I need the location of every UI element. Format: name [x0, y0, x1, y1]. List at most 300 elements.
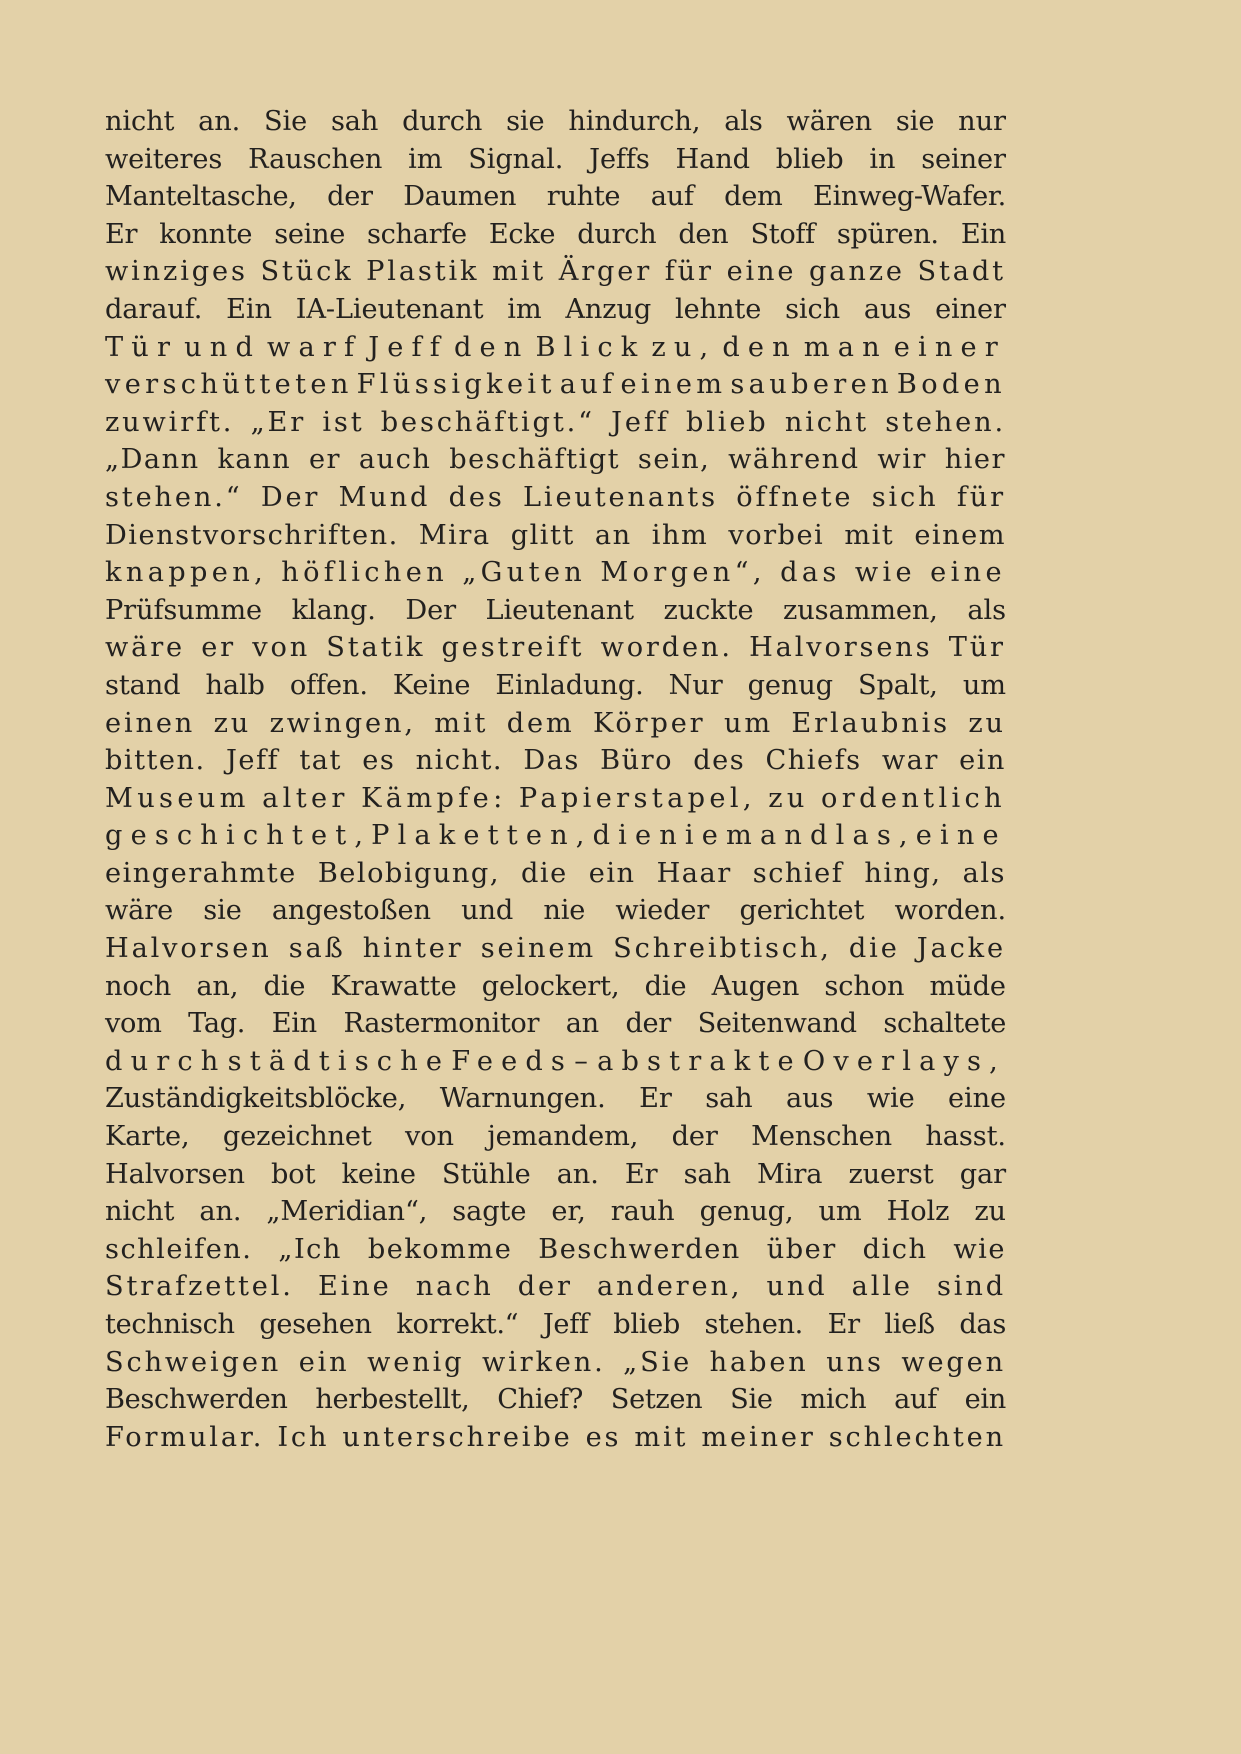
- text-word: die: [263, 970, 306, 1002]
- text-word: Seitenwand: [697, 1008, 857, 1040]
- text-word: Stühle: [441, 1158, 531, 1190]
- text-word: an.: [199, 1196, 242, 1228]
- text-word: bekomme: [367, 1233, 513, 1265]
- text-word: knappen,: [105, 557, 268, 589]
- text-word: Anzug: [565, 293, 652, 325]
- text-word: hinter: [362, 933, 464, 965]
- text-word: Er: [827, 1309, 860, 1340]
- text-word: Tür: [105, 331, 179, 363]
- text-word: des: [448, 481, 505, 513]
- text-word: Jeffs: [589, 143, 650, 175]
- text-word: im: [408, 143, 443, 175]
- text-word: und: [766, 1271, 828, 1303]
- text-word: ruhte: [546, 181, 621, 213]
- text-word: Ärger: [558, 256, 653, 288]
- text-word: ganze: [809, 256, 905, 288]
- text-line: [105, 629, 1006, 667]
- text-word: es: [585, 1421, 622, 1453]
- text-line: [105, 441, 1006, 479]
- text-word: wirken.: [481, 1346, 606, 1378]
- text-word: blieb: [685, 406, 769, 438]
- text-word: „Meridian“,: [266, 1196, 428, 1228]
- text-word: Der: [405, 594, 456, 626]
- text-line: [105, 253, 1006, 291]
- text-word: über: [766, 1233, 837, 1265]
- text-word: Ecke: [488, 218, 556, 250]
- text-word: um: [962, 669, 1006, 701]
- text-word: Flüssigkeit: [356, 369, 556, 401]
- text-word: um: [723, 707, 773, 739]
- text-word: von: [405, 1121, 454, 1153]
- text-word: bitten.: [105, 745, 206, 777]
- text-word: und: [184, 331, 262, 363]
- text-word: ist: [322, 406, 365, 438]
- text-line: [105, 1268, 1006, 1306]
- text-word: dich: [862, 1233, 928, 1265]
- text-word: war: [881, 745, 939, 777]
- text-word: schlechten: [828, 1421, 1006, 1453]
- text-word: verschütteten: [105, 369, 353, 401]
- text-word: Krawatte: [330, 970, 457, 1002]
- text-word: Stück: [260, 256, 354, 288]
- text-word: wegen: [901, 1346, 1006, 1378]
- text-word: wieder: [615, 895, 710, 927]
- text-word: Lieutenants: [523, 481, 718, 513]
- text-word: Sie: [264, 106, 308, 137]
- text-word: an: [565, 1008, 599, 1040]
- text-word: meiner: [701, 1421, 816, 1453]
- text-word: als: [967, 594, 1006, 626]
- text-word: blieb: [775, 143, 844, 175]
- text-word: Overlays,: [802, 1045, 1006, 1077]
- text-word: wäre: [105, 895, 174, 927]
- text-word: einem: [914, 519, 1006, 551]
- text-word: nicht: [105, 106, 175, 137]
- text-word: sie: [506, 106, 545, 137]
- text-word: den: [678, 218, 729, 250]
- text-word: nicht: [105, 1196, 175, 1228]
- text-word: eine: [726, 256, 797, 288]
- text-word: Mira: [418, 519, 491, 551]
- text-word: herbestellt,: [315, 1384, 470, 1416]
- text-word: korrekt.“: [396, 1309, 519, 1340]
- text-word: den: [453, 331, 530, 363]
- text-word: das: [959, 1309, 1006, 1340]
- text-word: Das: [523, 745, 580, 777]
- text-word: mit: [844, 519, 895, 551]
- text-word: Nur: [668, 669, 723, 701]
- text-word: wie: [953, 1233, 1006, 1265]
- text-line: [105, 141, 1006, 179]
- text-word: Zuständigkeitsblöcke,: [105, 1083, 407, 1115]
- text-word: Morgen“,: [600, 557, 766, 589]
- text-word: Er: [624, 1158, 658, 1190]
- text-line: [105, 554, 1006, 592]
- text-word: keine: [341, 1158, 416, 1190]
- text-line: [105, 855, 1006, 893]
- text-word: IA-Lieutenant: [295, 293, 484, 325]
- text-word: gar: [959, 1158, 1006, 1190]
- text-word: öffnete: [736, 481, 854, 513]
- text-word: an: [594, 519, 632, 551]
- text-word: Boden: [896, 369, 1006, 401]
- text-word: Ich: [277, 1421, 330, 1453]
- text-word: einem: [620, 369, 727, 401]
- text-word: nach: [415, 1271, 494, 1303]
- text-word: zu,: [651, 331, 717, 363]
- text-line: [105, 892, 1006, 930]
- text-word: Stoff: [750, 218, 815, 250]
- text-word: Er: [105, 218, 138, 250]
- text-word: Tag.: [188, 1008, 246, 1040]
- text-word: angestoßen: [271, 895, 431, 927]
- text-word: kann: [217, 444, 292, 476]
- text-word: Rastermonitor: [343, 1008, 540, 1040]
- text-word: Mund: [338, 481, 431, 513]
- text-word: stehen.: [704, 1309, 803, 1340]
- text-word: im: [507, 293, 542, 325]
- text-word: Ein: [271, 1008, 317, 1040]
- text-word: worden.: [894, 895, 1006, 927]
- text-word: sie: [895, 106, 935, 137]
- text-word: hier: [944, 444, 1006, 476]
- text-line: [105, 216, 1006, 254]
- text-word: sind: [936, 1271, 1006, 1303]
- text-word: und: [461, 895, 514, 927]
- text-line: [105, 667, 1006, 705]
- text-word: an,: [196, 970, 239, 1002]
- text-line: [105, 1080, 1006, 1118]
- body-text-column: [105, 103, 1006, 1456]
- text-word: auf: [650, 181, 694, 213]
- text-word: hindurch,: [568, 106, 701, 137]
- text-word: Blick: [535, 331, 646, 363]
- text-word: Papierstapel,: [518, 782, 756, 814]
- text-word: Strafzettel.: [105, 1271, 294, 1303]
- text-word: sah: [330, 106, 379, 137]
- text-word: einer: [893, 331, 1006, 363]
- text-word: ein: [964, 1384, 1006, 1416]
- text-word: hing,: [864, 857, 942, 889]
- text-word: Spalt,: [857, 669, 938, 701]
- text-word: Belobigung,: [317, 857, 500, 889]
- text-word: Er: [639, 1083, 672, 1115]
- text-word: für: [956, 481, 1006, 513]
- text-line: [105, 1005, 1006, 1043]
- text-word: Sie: [730, 1384, 773, 1416]
- text-word: mit: [634, 1421, 689, 1453]
- text-word: einen: [105, 707, 196, 739]
- text-line: [105, 1344, 1006, 1382]
- text-line: [105, 517, 1006, 555]
- text-word: vorbei: [728, 519, 825, 551]
- text-word: müde: [929, 970, 1006, 1002]
- text-word: gelockert,: [481, 970, 620, 1002]
- text-word: sich: [785, 293, 841, 325]
- text-line: [105, 291, 1006, 329]
- text-word: –: [574, 1045, 596, 1077]
- text-word: Karte,: [105, 1121, 190, 1153]
- text-word: ein: [959, 745, 1006, 777]
- text-word: eine: [948, 1083, 1006, 1115]
- text-word: Lieutenant: [485, 594, 634, 626]
- text-word: einer: [935, 293, 1006, 325]
- text-word: Keine: [392, 669, 471, 701]
- text-word: lehnte: [675, 293, 762, 325]
- text-word: sah: [705, 1083, 753, 1115]
- text-word: seine: [274, 218, 345, 250]
- text-word: worden.: [600, 632, 733, 664]
- text-word: für: [664, 256, 714, 288]
- text-word: seiner: [921, 143, 1006, 175]
- text-word: tat: [299, 745, 342, 777]
- text-line: [105, 329, 1006, 367]
- text-word: Dienstvorschriften.: [105, 519, 399, 551]
- text-word: Tür: [948, 632, 1006, 664]
- text-word: winziges: [105, 256, 248, 288]
- text-word: er: [201, 632, 237, 664]
- text-line: [105, 705, 1006, 743]
- text-word: Ein: [226, 293, 272, 325]
- text-word: höflichen: [281, 557, 449, 589]
- text-word: eine: [915, 820, 1007, 852]
- text-word: wie: [866, 1083, 915, 1115]
- text-word: wenig: [367, 1346, 465, 1378]
- text-word: Schweigen: [105, 1346, 282, 1378]
- text-word: Kämpfe:: [361, 782, 507, 814]
- text-word: zuwirft.: [105, 406, 235, 438]
- text-line: [105, 404, 1006, 442]
- text-line: [105, 1156, 1006, 1194]
- text-word: gerichtet: [739, 895, 865, 927]
- text-line: [105, 479, 1006, 517]
- text-word: „Guten: [462, 557, 587, 589]
- text-word: aus: [786, 1083, 834, 1115]
- text-word: Ein: [960, 218, 1006, 250]
- text-word: zwingen,: [269, 707, 416, 739]
- text-word: Chief?: [497, 1384, 583, 1416]
- text-word: unterschreibe: [342, 1421, 573, 1453]
- text-word: dem: [506, 707, 575, 739]
- text-word: durch: [402, 106, 483, 137]
- text-word: niemand: [659, 820, 836, 852]
- text-word: „Ich: [278, 1233, 342, 1265]
- text-word: zusammen,: [783, 594, 938, 626]
- text-word: zu: [968, 707, 1006, 739]
- text-word: Manteltasche,: [105, 181, 297, 213]
- text-word: Menschen: [751, 1121, 893, 1153]
- text-word: Augen: [711, 970, 800, 1002]
- text-word: den: [722, 331, 798, 363]
- text-word: Feeds: [451, 1045, 574, 1077]
- text-word: als: [724, 106, 763, 137]
- text-word: Setzen: [610, 1384, 703, 1416]
- text-word: Statik: [326, 632, 426, 664]
- text-word: uns: [826, 1346, 884, 1378]
- text-word: Daumen: [403, 181, 517, 213]
- text-line: [105, 1381, 1006, 1419]
- text-word: glitt: [510, 519, 575, 551]
- text-word: an.: [556, 1158, 599, 1190]
- text-word: ordentlich: [821, 782, 1006, 814]
- text-word: alle: [851, 1271, 913, 1303]
- text-word: Plastik: [366, 256, 480, 288]
- text-word: schief: [752, 857, 844, 889]
- text-word: dem: [724, 181, 783, 213]
- text-word: Büro: [600, 745, 673, 777]
- text-word: sauberen: [730, 369, 893, 401]
- text-word: nicht: [784, 406, 869, 438]
- text-word: Schreibtisch,: [613, 933, 832, 965]
- text-line: [105, 1193, 1006, 1231]
- text-word: mich: [800, 1384, 867, 1416]
- text-line: [105, 178, 1006, 216]
- text-word: geschichtet,: [105, 820, 372, 852]
- text-word: ein: [298, 1346, 350, 1378]
- text-line: [105, 366, 1006, 404]
- text-word: stehen.: [885, 406, 1006, 438]
- text-word: „Er: [250, 406, 307, 438]
- text-word: als: [962, 857, 1006, 889]
- text-word: man: [803, 331, 888, 363]
- text-word: wie: [854, 557, 916, 589]
- text-word: schon: [824, 970, 905, 1002]
- text-word: Formular.: [105, 1421, 265, 1453]
- text-word: Halvorsen: [105, 1158, 245, 1190]
- text-word: Jeff: [225, 745, 280, 777]
- text-word: Körper: [592, 707, 706, 739]
- text-word: alter: [262, 782, 349, 814]
- text-word: vom: [105, 1008, 162, 1040]
- text-word: eingerahmte: [105, 857, 297, 889]
- text-word: beschäftigt: [449, 444, 621, 476]
- text-word: Museum: [105, 782, 250, 814]
- text-word: um: [818, 1196, 862, 1228]
- text-word: nie: [543, 895, 586, 927]
- text-word: Erlaubnis: [791, 707, 950, 739]
- text-word: wir: [877, 444, 927, 476]
- text-word: in: [869, 143, 896, 175]
- text-word: Einladung.: [495, 669, 644, 701]
- text-word: durch: [105, 1045, 227, 1077]
- text-word: schleifen.: [105, 1233, 253, 1265]
- text-word: scharfe: [367, 218, 467, 250]
- text-word: hasst.: [925, 1121, 1006, 1153]
- text-word: mit: [492, 256, 547, 288]
- text-word: konnte: [159, 218, 253, 250]
- text-word: Halvorsen: [105, 933, 272, 965]
- text-word: von: [252, 632, 311, 664]
- text-word: Hand: [675, 143, 750, 175]
- text-word: der: [625, 1008, 671, 1040]
- text-word: gestreift: [441, 632, 585, 664]
- text-word: des: [693, 745, 746, 777]
- text-word: blieb: [613, 1309, 680, 1340]
- text-word: wäre: [105, 632, 185, 664]
- text-word: auf: [559, 369, 617, 401]
- text-word: „Dann: [105, 444, 200, 476]
- text-word: der: [327, 181, 373, 213]
- text-line: [105, 1231, 1006, 1269]
- text-word: durch: [577, 218, 657, 250]
- text-word: seinem: [480, 933, 596, 965]
- text-word: Beschwerden: [105, 1384, 288, 1416]
- text-word: Beschwerden: [538, 1233, 741, 1265]
- text-word: Haar: [656, 857, 732, 889]
- text-word: Jacke: [916, 933, 1006, 965]
- text-word: halb: [205, 669, 265, 701]
- text-word: Halvorsens: [749, 632, 933, 664]
- text-word: auf: [894, 1384, 937, 1416]
- text-word: die: [644, 970, 687, 1002]
- text-line: [105, 742, 1006, 780]
- text-word: nicht.: [415, 745, 504, 777]
- text-line: [105, 1306, 1006, 1344]
- text-word: während: [728, 444, 860, 476]
- text-word: Jeff: [368, 331, 448, 363]
- text-word: der: [517, 1271, 573, 1303]
- text-word: auch: [358, 444, 432, 476]
- text-word: aus: [863, 293, 912, 325]
- text-word: abstrakte: [597, 1045, 802, 1077]
- text-word: wären: [786, 106, 873, 137]
- text-word: Eine: [317, 1271, 392, 1303]
- text-line: [105, 817, 1006, 855]
- text-line: [105, 103, 1006, 141]
- text-word: gesehen: [259, 1309, 372, 1340]
- text-word: Warnungen.: [439, 1083, 606, 1115]
- text-word: die: [521, 857, 568, 889]
- text-word: sagte: [452, 1196, 527, 1228]
- text-word: noch: [105, 970, 172, 1002]
- text-line: [105, 1419, 1006, 1457]
- text-word: anderen,: [597, 1271, 743, 1303]
- text-word: genug: [747, 669, 833, 701]
- text-word: Chiefs: [765, 745, 862, 777]
- text-line: [105, 1118, 1006, 1156]
- text-line: [105, 780, 1006, 818]
- text-word: Jeff: [611, 406, 670, 438]
- text-word: zu: [213, 707, 252, 739]
- text-word: technisch: [105, 1309, 235, 1340]
- text-word: die: [848, 933, 900, 965]
- text-word: beschäftigt.“: [380, 406, 595, 438]
- text-word: der: [671, 1121, 718, 1153]
- text-word: Signal.: [468, 143, 564, 175]
- text-word: nur: [958, 106, 1006, 137]
- text-word: spüren.: [836, 218, 939, 250]
- text-word: Plaketten,: [371, 820, 593, 852]
- text-word: sah: [683, 1158, 731, 1190]
- text-word: Prüfsumme: [105, 594, 262, 626]
- text-word: „Sie: [623, 1346, 693, 1378]
- text-word: klang.: [291, 594, 376, 626]
- text-word: las,: [835, 820, 916, 852]
- text-line: [105, 592, 1006, 630]
- text-word: weiteres: [105, 143, 223, 175]
- text-word: stehen.“: [105, 481, 243, 513]
- text-line: [105, 1043, 1006, 1081]
- text-word: Der: [260, 481, 321, 513]
- text-line: [105, 968, 1006, 1006]
- text-word: Holz: [886, 1196, 950, 1228]
- text-word: ihm: [651, 519, 709, 551]
- text-word: zu: [974, 1196, 1006, 1228]
- text-word: eine: [930, 557, 1006, 589]
- text-word: er: [308, 444, 342, 476]
- text-word: offen.: [289, 669, 368, 701]
- text-word: Mira: [757, 1158, 823, 1190]
